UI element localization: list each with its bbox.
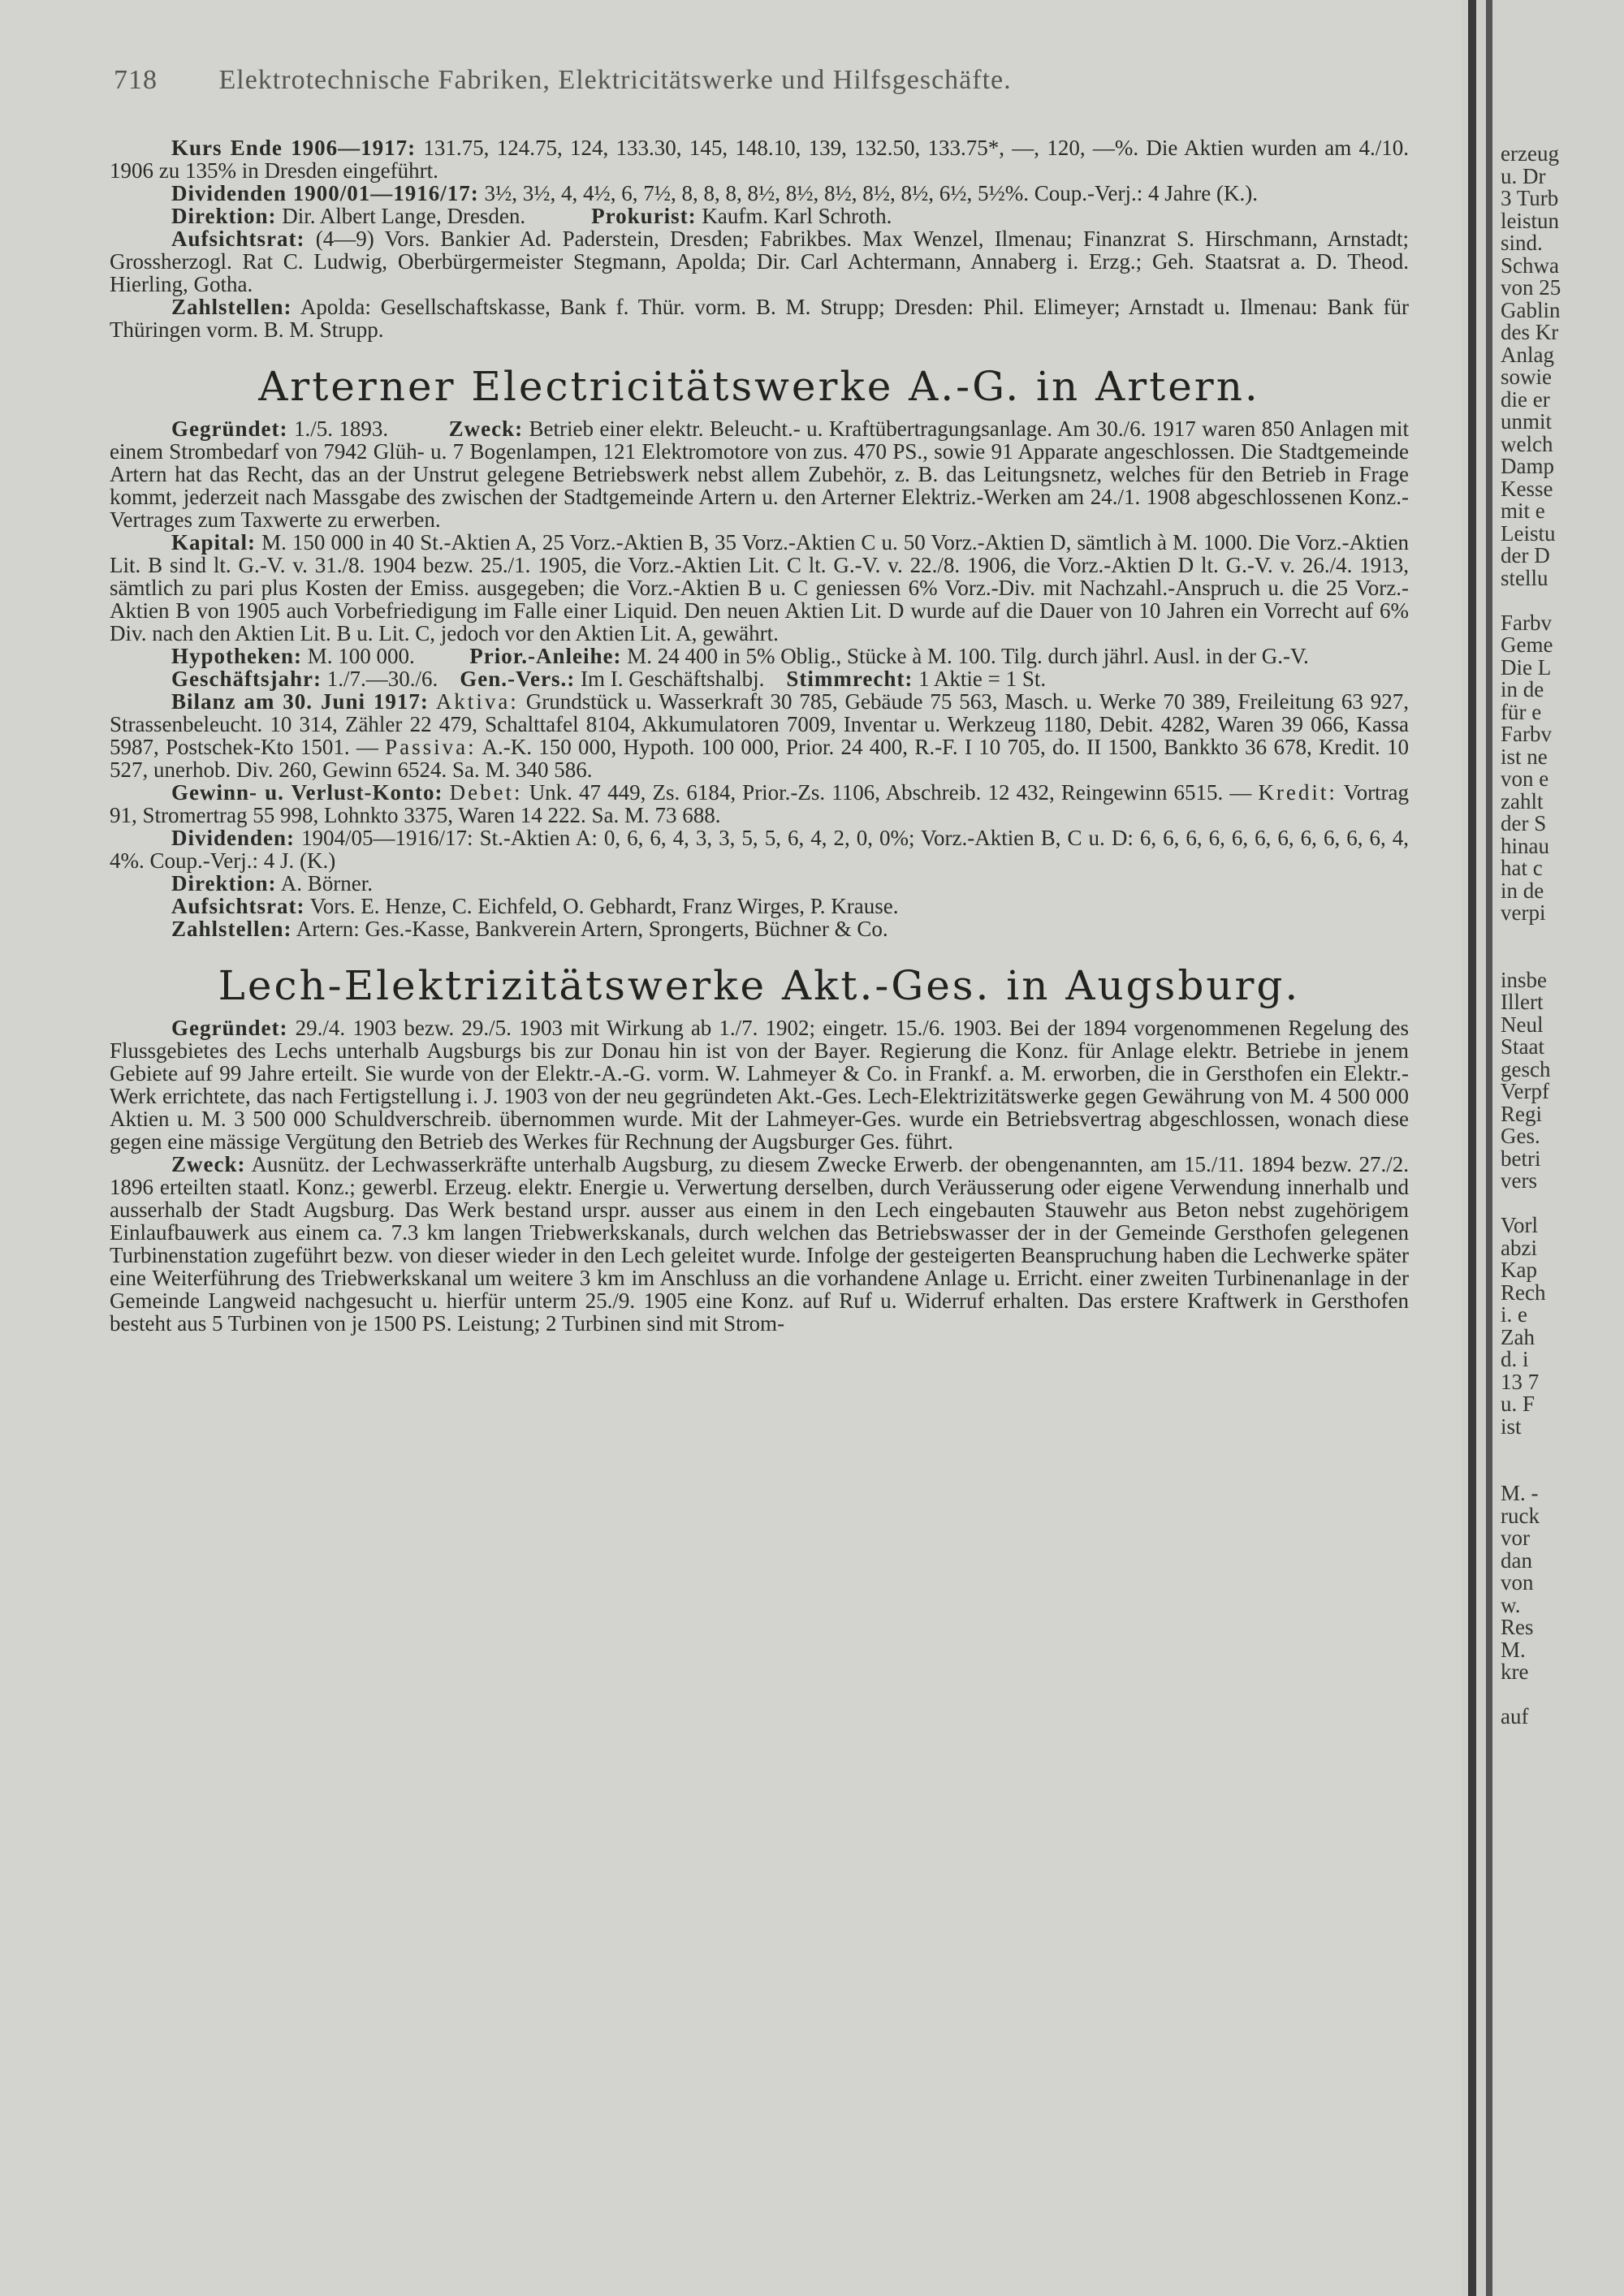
prev-direktion	[110, 205, 1409, 227]
text: 3½, 3½, 4, 4½, 6, 7½, 8, 8, 8, 8½, 8½, 8½, 8½, 8½, 6½, 5½%. Coup.-Verj.: 4 Jahre (K.).	[484, 181, 1258, 205]
kredit-text: Vortrag 91, Stromertrag 55 998, Lohnkto 3375, Waren 14 222. Sa. M. 73 688.	[110, 780, 1410, 827]
adjacent-line: Verpf	[1501, 1079, 1549, 1103]
text: Apolda: Gesellschaftskasse, Bank f. Thür. vorm. B. M. Strupp; Dresden: Phil. Elimeyer; Arnstadt u. Ilmenau: Bank für Thüringen vorm. B. M. Strupp.	[110, 295, 1409, 342]
text: 29./4. 1903 bezw. 29./5. 1903 mit Wirkung ab 1./7. 1902; eingetr. 15./6. 1903. Bei der 1894 vorgenommenen Regelung des Flussgebietes des Lechs unterhalb Augsburgs bis zur Donau hin ist von der Bayer. Regierung die Konz. für Anlage elektr. Betriebe in jenem Gebiete auf 99 Jahre erteilt. Sie wurde von der Elektr.-A.-G. vorm. W. Lahmeyer & Co. in Frankf. a. M. erworben, die in Gersthofen ein Elektr.-Werk errichtete, das nach Fertigstellung i. J. 1903 von der neu gegründeten Akt.-Ges. Lech-Elektrizitätswerke gegen Gewährung von M. 4 500 000 Aktien u. M. 3 500 000 Schuldverschreib. übernommen wurde. Mit der Lahmeyer-Ges. wurde ein Betriebsvertrag abgeschlossen, wonach diese gegen eine mässige Vergütung den Betrieb des Werkes für Rechnung der Augsburger Ges. führt.	[110, 1016, 1409, 1154]
adjacent-line: Farbv	[1501, 722, 1552, 746]
label: Gegründet:	[171, 1016, 288, 1040]
artern-hypotheken	[110, 645, 1409, 667]
text: Dir. Albert Lange, Dresden.	[282, 204, 526, 228]
label: Zahlstellen:	[171, 917, 292, 941]
text: Vors. E. Henze, C. Eichfeld, O. Gebhardt, Franz Wirges, P. Krause.	[309, 894, 899, 918]
text: 1./7.—30./6.	[326, 667, 438, 691]
adjacent-line: sind.	[1501, 231, 1543, 255]
page-header	[114, 65, 1413, 96]
adjacent-line: Neul	[1501, 1012, 1544, 1037]
adjacent-page-fragment	[1496, 0, 1624, 2296]
adjacent-line: Vorl	[1501, 1213, 1539, 1237]
text: Betrieb einer elektr. Beleucht.- u. Kraftübertragungsanlage. Am 30./6. 1917 waren 850 Anlagen mit einem Strombedarf von 7942 Glüh- u. 7 Bogenlampen, 121 Elektromotore von zus. 470 PS., sowie 91 Apparate angeschlossen. Die Stadtgemeinde Artern hat das Recht, das an der Unstrut gelegene Betriebswerk nebst allem Zubehör, z. B. das Leitungsnetz, welches für den Betrieb in Frage kommt, jederzeit nach Massgabe des zwischen der Stadtgemeinde Artern u. den Arterner Elektriz.-Werken am 24./1. 1908 abgeschlossenen Konz.-Vertrages zum Taxwerte zu erwerben.	[110, 416, 1410, 532]
adjacent-line: Staat	[1501, 1034, 1544, 1059]
adjacent-line: d. i	[1501, 1347, 1529, 1371]
adjacent-line: erzeug	[1501, 141, 1559, 166]
page-content	[110, 136, 1409, 1335]
artern-geschaeftsjahr	[110, 667, 1409, 690]
adjacent-line: für e	[1501, 699, 1542, 724]
adjacent-line: von 25	[1501, 275, 1561, 300]
text: Im I. Geschäftshalbj.	[580, 667, 765, 691]
adjacent-line: zahlt	[1501, 788, 1544, 814]
artern-direktion	[110, 872, 1409, 895]
prev-aufsichtsrat	[110, 227, 1409, 296]
adjacent-line: hinau	[1501, 833, 1549, 858]
passiva-label: Passiva:	[385, 735, 477, 759]
adjacent-line	[1501, 947, 1624, 969]
artern-kapital	[110, 531, 1409, 645]
label: Direktion:	[171, 871, 277, 896]
text: 131.75, 124.75, 124, 133.30, 145, 148.10, 139, 132.50, 133.75*, —, 120, —%. Die Aktien wurden am 4./10. 1906 zu 135% in Dresden eingeführt.	[110, 136, 1409, 183]
adjacent-line	[1501, 1461, 1624, 1483]
adjacent-line: mit e	[1501, 498, 1545, 523]
label: Gegründet:	[171, 416, 288, 441]
text: A. Börner.	[280, 871, 373, 896]
label: Zweck:	[448, 416, 524, 441]
label: Kapital:	[171, 530, 257, 555]
adjacent-line: abzi	[1501, 1235, 1537, 1260]
adjacent-line: Regi	[1501, 1101, 1542, 1126]
adjacent-line	[1501, 1193, 1624, 1215]
adjacent-line: kre	[1501, 1659, 1529, 1684]
adjacent-line: vers	[1501, 1168, 1537, 1193]
page-number: 718	[114, 65, 158, 95]
text: (4—9) Vors. Bankier Ad. Paderstein, Dresden; Fabrikbes. Max Wenzel, Ilmenau; Finanzrat S. Hirschmann, Arnstadt; Grossherzogl. Rat C. Ludwig, Oberbürgermeister Stegmann, Apolda; Dir. Carl Achtermann, Annaberg i. Erzg.; Geh. Staatsrat a. D. Theod. Hierling, Gotha.	[110, 227, 1410, 296]
text: Kaufm. Karl Schroth.	[702, 204, 892, 228]
company-title-lech: Lech-Elektrizitätswerke Akt.-Ges. in Augsburg.	[218, 962, 1301, 1009]
adjacent-line	[1501, 925, 1624, 947]
label: Gewinn- u. Verlust-Konto:	[171, 780, 443, 805]
adjacent-line: 3 Turb	[1501, 186, 1559, 210]
prev-zahlstellen	[110, 296, 1409, 341]
adjacent-line: i. e	[1501, 1302, 1527, 1327]
adjacent-line: verpi	[1501, 900, 1546, 925]
adjacent-line: stellu	[1501, 565, 1548, 590]
label: Zweck:	[171, 1152, 246, 1176]
adjacent-line: gesch	[1501, 1056, 1551, 1081]
adjacent-line: Zah	[1501, 1324, 1535, 1349]
adjacent-line: welch	[1501, 431, 1553, 456]
artern-aufsichtsrat	[110, 895, 1409, 917]
adjacent-line: sowie	[1501, 365, 1552, 389]
text: M. 100 000.	[307, 644, 415, 668]
adjacent-line: Farbv	[1501, 610, 1552, 635]
kredit-label: Kredit:	[1258, 780, 1337, 805]
adjacent-line	[1501, 1438, 1624, 1461]
aktiva-label: Aktiva:	[435, 689, 519, 714]
adjacent-line: 13 7	[1501, 1369, 1540, 1394]
debet-label: Debet:	[449, 780, 523, 805]
artern-gegruendet-zweck	[110, 417, 1409, 531]
label: Zahlstellen:	[171, 295, 292, 319]
adjacent-page-lines	[1496, 0, 1624, 1728]
text: M. 150 000 in 40 St.-Aktien A, 25 Vorz.-Aktien B, 35 Vorz.-Aktien C u. 50 Vorz.-Aktien D, sämtlich à M. 1000. Die Vorz.-Aktien Lit. B sind lt. G.-V. v. 31./8. 1904 bezw. 25./1. 1905, die Vorz.-Aktien Lit. C lt. G.-V. v. 22./8. 1906, die Vorz.-Aktien D lt. G.-V. v. 26./4. 1913, sämtlich zu pari plus Kosten der Emiss. ausgegeben; die Vorz.-Aktien B u. C geniessen 6% Vorz.-Div. mit Nachzahl.-Anspruch u. die 25 Vorz.-Aktien B von 1905 auch Vorbefriedigung im Falle einer Liquid. Den neuen Aktien Lit. D wurde auf die Dauer von 10 Jahren ein Vorrecht auf 6% Div. nach den Aktien Lit. B u. Lit. C, jedoch vor den Aktien Lit. A, gewährt.	[110, 530, 1409, 645]
adjacent-line: Leistu	[1501, 520, 1556, 546]
adjacent-line: u. F	[1501, 1392, 1535, 1416]
adjacent-line: ist	[1501, 1413, 1522, 1439]
label: Direktion:	[171, 204, 277, 228]
adjacent-line: auf	[1501, 1704, 1529, 1728]
adjacent-line: Res	[1501, 1615, 1534, 1639]
adjacent-line: Ges.	[1501, 1124, 1540, 1148]
text: 1 Aktie = 1 St.	[918, 667, 1047, 691]
adjacent-line: vor	[1501, 1526, 1530, 1550]
prev-dividenden	[110, 182, 1409, 205]
adjacent-line: Anlag	[1501, 342, 1554, 367]
adjacent-line: Kesse	[1501, 476, 1553, 501]
artern-zahlstellen	[110, 917, 1409, 940]
label: Gen.-Vers.:	[460, 667, 576, 691]
adjacent-line: des Kr	[1501, 320, 1559, 344]
adjacent-line: M.	[1501, 1637, 1526, 1662]
prev-kurs	[110, 136, 1409, 182]
adjacent-line: Rech	[1501, 1280, 1546, 1305]
passiva-text: A.-K. 150 000, Hypoth. 100 000, Prior. 24 400, R.-F. I 10 705, do. II 1500, Bankkto 36 678, Kredit. 10 527, unerhob. Div. 260, Gewinn 6524. Sa. M. 340 586.	[110, 735, 1410, 782]
adjacent-line: Geme	[1501, 632, 1553, 657]
adjacent-line: Die L	[1501, 654, 1552, 680]
adjacent-line: Damp	[1501, 454, 1554, 478]
adjacent-line: hat c	[1501, 856, 1543, 880]
company-title-artern: Arterner Electricitätswerke A.-G. in Artern.	[258, 363, 1260, 410]
label: Aufsichtsrat:	[171, 894, 305, 918]
adjacent-line: u. Dr	[1501, 163, 1546, 188]
adjacent-line: in de	[1501, 677, 1544, 701]
adjacent-line: ist ne	[1501, 744, 1548, 769]
text: 1904/05—1916/17: St.-Aktien A: 0, 6, 6, 4, 3, 3, 5, 5, 6, 4, 2, 0, 0%; Vorz.-Aktien B, C u. D: 6, 6, 6, 6, 6, 6, 6, 6, 6, 6, 6, 4, 4%. Coup.-Verj.: 4 J. (K.)	[110, 826, 1409, 873]
adjacent-line: Illert	[1501, 990, 1544, 1014]
adjacent-line: der D	[1501, 543, 1550, 568]
adjacent-line	[1501, 1684, 1624, 1707]
text: 1./5. 1893.	[293, 416, 389, 441]
label: Dividenden:	[171, 826, 296, 850]
lech-gegruendet	[110, 1016, 1409, 1153]
debet-text: Unk. 47 449, Zs. 6184, Prior.-Zs. 1106, Abschreib. 12 432, Reingewinn 6515. —	[529, 780, 1252, 805]
label: Dividenden 1900/01—1916/17:	[171, 181, 479, 205]
adjacent-line: von e	[1501, 766, 1549, 791]
text: Ausnütz. der Lechwasserkräfte unterhalb Augsburg, zu diesem Zwecke Erwerb. der obengenannten, am 15./11. 1894 bezw. 27./2. 1896 erteilten staatl. Konz.; gewerbl. Erzeug. elektr. Energie u. Verwertung derselben, durch Veräusserung oder eigene Verwendung innerhalb und ausserhalb der Stadt Augsburg. Das Werk bestand urspr. ausser aus einem in den Lech eingebauten Stauwehr aus Beton nebst zugehörigem Einlaufbauwerk aus einem ca. 7.3 km langen Triebwerkskanals, durch welchen das Betriebswasser der in der Gemeinde Gersthofen gelegenen Turbinenstation zugeführt bezw. von dieser wieder in den Lech geleitet wurde. Infolge der gesteigerten Beanspruchung haben die Lechwerke später eine Weiterführung des Triebwerkskanal um weitere 3 km im Anschluss an die vorhandene Anlage u. Erricht. einer zweiten Turbinenanlage in der Gemeinde Langweid nachgesucht u. hierfür unterm 25./9. 1905 eine Konz. auf Ruf u. Widerruf erhalten. Das erstere Kraftwerk in Gersthofen besteht aus 5 Turbinen von je 1500 PS. Leistung; 2 Turbinen sind mit Strom-	[110, 1152, 1409, 1336]
adjacent-line: die er	[1501, 386, 1550, 412]
label: Bilanz am 30. Juni 1917:	[171, 689, 429, 714]
adjacent-line: unmit	[1501, 409, 1553, 434]
adjacent-line	[1501, 589, 1624, 612]
text: M. 24 400 in 5% Oblig., Stücke à M. 100. Tilg. durch jährl. Ausl. in der G.-V.	[627, 644, 1309, 668]
label: Geschäftsjahr:	[171, 667, 322, 691]
artern-bilanz	[110, 690, 1409, 781]
adjacent-line: betri	[1501, 1146, 1541, 1171]
adjacent-line: Gablin	[1501, 297, 1561, 322]
label: Hypotheken:	[171, 644, 303, 668]
adjacent-line: leistun	[1501, 208, 1559, 233]
running-title: Elektrotechnische Fabriken, Elektricitätswerke und Hilfsgeschäfte.	[218, 65, 1012, 95]
adjacent-line: ruck	[1501, 1503, 1540, 1528]
artern-gewinn	[110, 781, 1409, 826]
adjacent-line: der S	[1501, 811, 1547, 835]
aktiva-text: Grundstück u. Wasserkraft 30 785, Gebäude 75 563, Masch. u. Werke 70 389, Freileitung 63 927, Strassenbeleucht. 10 314, Zähler 22 479, Schalttafel 8104, Akkumulatoren 7009, Inventar u. Werkzeug 1180, Debit. 4282, Waren 39 066, Kassa 5987, Postschek-Kto 1501. —	[110, 689, 1410, 759]
adjacent-line: Schwa	[1501, 252, 1559, 278]
adjacent-line: dan	[1501, 1547, 1532, 1573]
adjacent-line: insbe	[1501, 967, 1547, 992]
adjacent-line: w.	[1501, 1592, 1521, 1617]
label: Aufsichtsrat:	[171, 227, 305, 251]
page-gutter-shadow	[1468, 0, 1476, 2296]
adjacent-line: in de	[1501, 878, 1544, 903]
lech-zweck	[110, 1153, 1409, 1335]
adjacent-line: von	[1501, 1570, 1534, 1595]
adjacent-line: M. -	[1501, 1481, 1539, 1505]
adjacent-line: Kap	[1501, 1258, 1537, 1282]
label: Prior.-Anleihe:	[469, 644, 622, 668]
label: Stimmrecht:	[786, 667, 914, 691]
label: Kurs Ende 1906—1917:	[171, 136, 417, 160]
text: Artern: Ges.-Kasse, Bankverein Artern, Sprongerts, Büchner & Co.	[296, 917, 888, 941]
page-gutter-edge	[1486, 0, 1492, 2296]
artern-dividenden	[110, 826, 1409, 872]
label: Prokurist:	[591, 204, 697, 228]
